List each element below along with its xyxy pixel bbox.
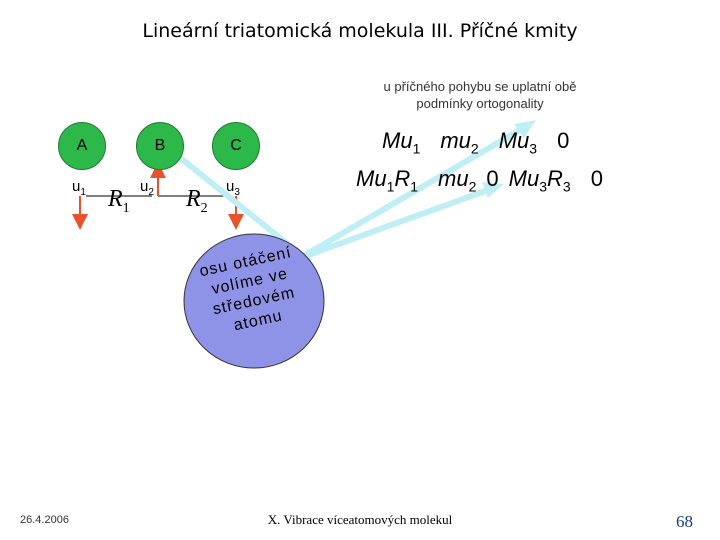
equation-angular-momentum: $Mu_1R_1$ $mu_2$ 0 $Mu_3R_3$ 0 bbox=[356, 166, 603, 195]
callout-bubble-text: osu otáčení volíme ve středovém atomu bbox=[198, 244, 297, 335]
orthogonality-note: u příčného pohybu se uplatní obě podmínky ortogonality bbox=[383, 79, 577, 111]
page-number: 68 bbox=[676, 512, 693, 531]
label-r2: $R_2$ bbox=[186, 186, 208, 216]
label-u3: $u_3$ bbox=[226, 178, 240, 198]
atom-c: C bbox=[212, 122, 260, 170]
atom-b: B bbox=[136, 122, 184, 170]
footer-title: X. Vibrace víceatomových molekul bbox=[267, 512, 453, 527]
atom-a: A bbox=[58, 122, 106, 170]
page-title: Lineární triatomická molekula III. Příčné kmity bbox=[142, 20, 578, 42]
footer-date: 26.4.2006 bbox=[20, 514, 69, 526]
equation-momentum: $Mu_1$ $mu_2$ $Mu_3$ 0 bbox=[382, 128, 570, 157]
label-u2: $u_2$ bbox=[140, 178, 154, 198]
label-r1: $R_1$ bbox=[108, 186, 130, 216]
label-u1: $u_1$ bbox=[72, 178, 86, 198]
